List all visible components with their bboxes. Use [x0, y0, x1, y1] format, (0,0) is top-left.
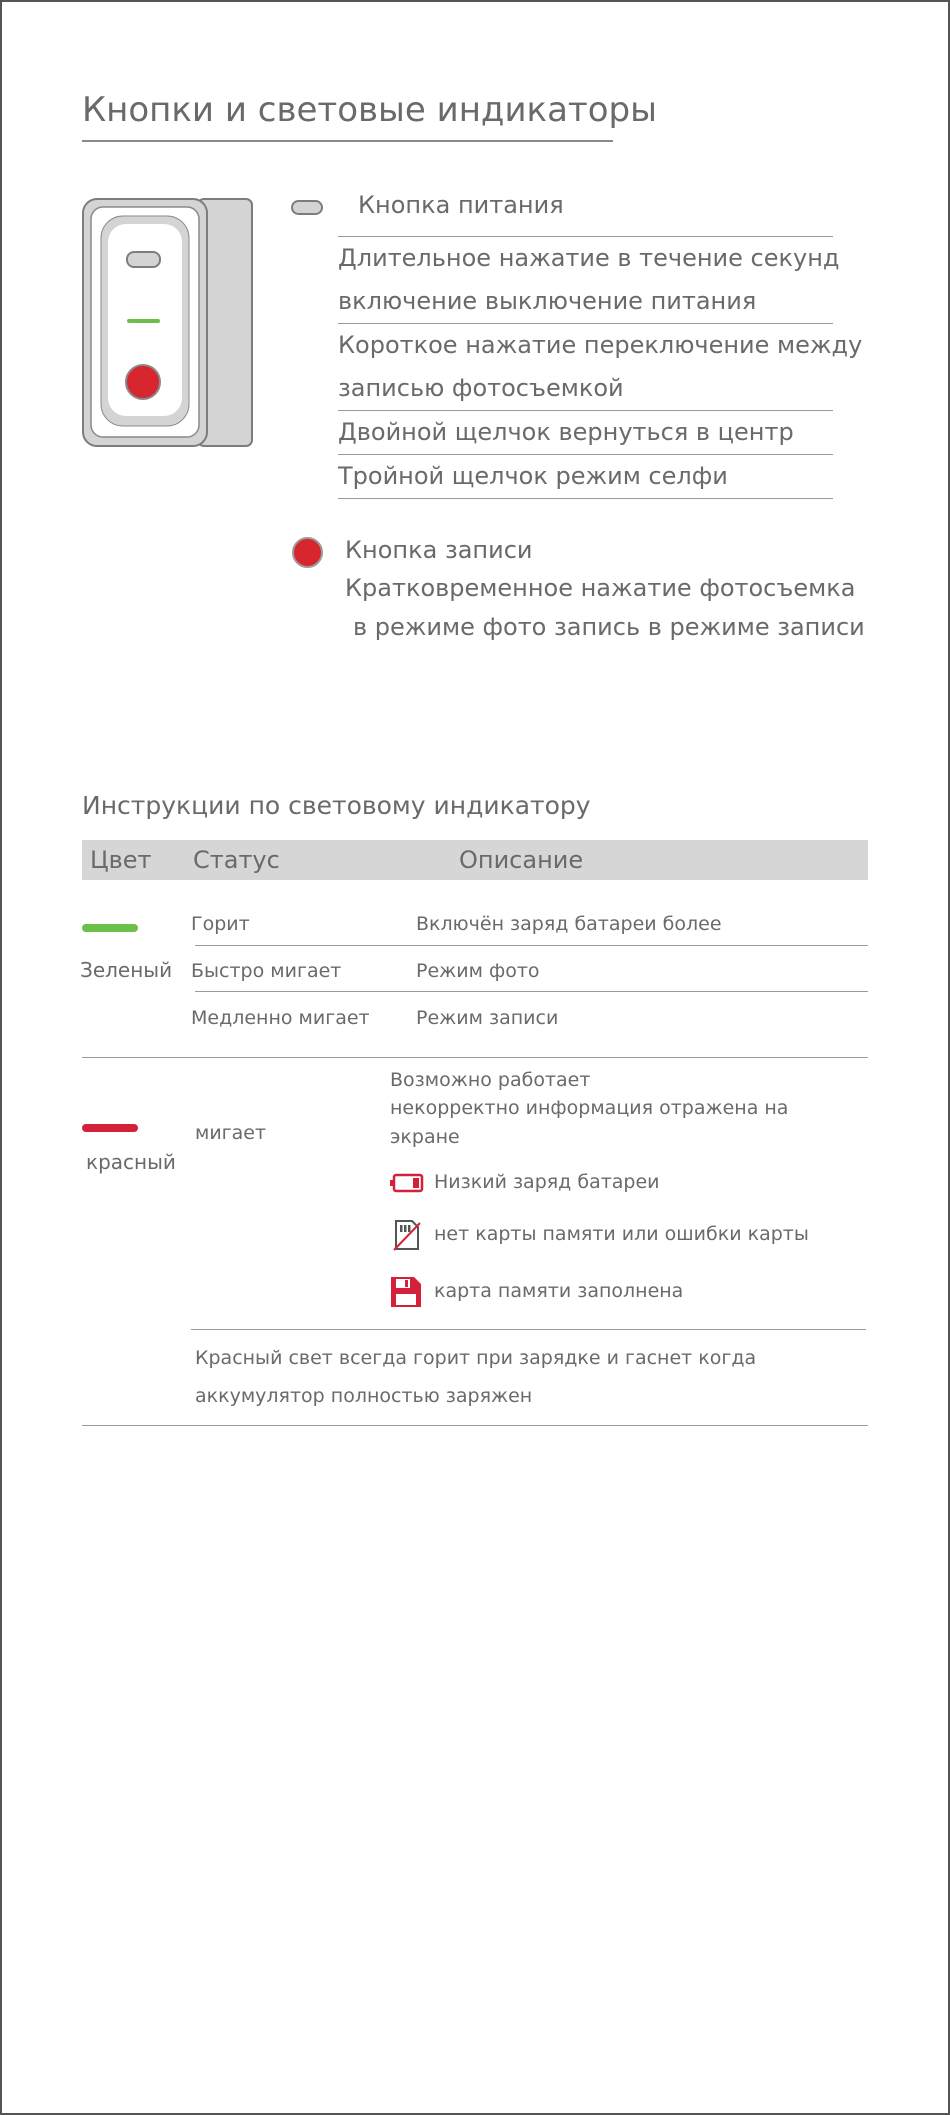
green-status-slow: Медленно мигает	[191, 1007, 370, 1029]
divider	[195, 945, 868, 946]
record-instruction-line1: Кратковременное нажатие фотосъемка	[345, 574, 856, 602]
title-underline	[82, 140, 613, 142]
red-status-blink: мигает	[195, 1122, 267, 1144]
record-button-icon	[292, 537, 323, 568]
red-desc-line2: некорректно информация отражена на	[390, 1097, 789, 1119]
indicator-table-header	[82, 840, 868, 880]
divider	[191, 1329, 866, 1330]
red-label: красный	[86, 1150, 176, 1174]
green-desc-fast: Режим фото	[416, 960, 540, 982]
power-long-press-line2: включение выключение питания	[338, 287, 757, 315]
red-desc-line3: экране	[390, 1126, 460, 1148]
record-button-title: Кнопка записи	[345, 536, 533, 564]
indicator-section-title: Инструкции по световому индикатору	[82, 791, 591, 820]
green-status-fast: Быстро мигает	[191, 960, 342, 982]
green-label: Зеленый	[80, 958, 173, 982]
power-button-icon	[291, 200, 323, 215]
green-indicator-swatch	[82, 924, 138, 932]
low-battery-icon	[390, 1172, 424, 1194]
header-color: Цвет	[90, 846, 152, 874]
no-sd-card-text: нет карты памяти или ошибки карты	[434, 1223, 809, 1245]
red-desc-line1: Возможно работает	[390, 1069, 591, 1091]
low-battery-text: Низкий заряд батареи	[434, 1171, 660, 1193]
power-long-press-line1: Длительное нажатие в течение секунд	[338, 244, 840, 272]
page-title: Кнопки и световые индикаторы	[82, 90, 657, 130]
green-desc-on: Включён заряд батареи более	[416, 913, 722, 935]
green-status-on: Горит	[191, 913, 250, 935]
power-button-instructions	[338, 236, 863, 499]
header-status: Статус	[193, 846, 280, 874]
power-triple-click: Тройной щелчок режим селфи	[338, 462, 728, 490]
record-instruction-line2: в режиме фото запись в режиме записи	[353, 613, 865, 641]
sd-card-full-icon	[390, 1276, 422, 1308]
power-button-title: Кнопка питания	[358, 191, 564, 219]
power-double-click: Двойной щелчок вернуться в центр	[338, 418, 794, 446]
power-short-press-line1: Короткое нажатие переключение между	[338, 331, 863, 359]
camera-device-illustration	[82, 198, 254, 448]
red-indicator-swatch	[82, 1124, 138, 1132]
header-description: Описание	[459, 846, 584, 874]
no-sd-card-icon	[392, 1219, 422, 1251]
divider	[195, 991, 868, 992]
charging-note-line2: аккумулятор полностью заряжен	[195, 1385, 533, 1407]
sd-card-full-text: карта памяти заполнена	[434, 1280, 684, 1302]
charging-note-line1: Красный свет всегда горит при зарядке и гаснет когда	[195, 1347, 757, 1369]
divider	[82, 1057, 868, 1058]
divider	[82, 1425, 868, 1426]
green-desc-slow: Режим записи	[416, 1007, 559, 1029]
power-short-press-line2: записью фотосъемкой	[338, 374, 624, 402]
divider	[338, 498, 833, 499]
